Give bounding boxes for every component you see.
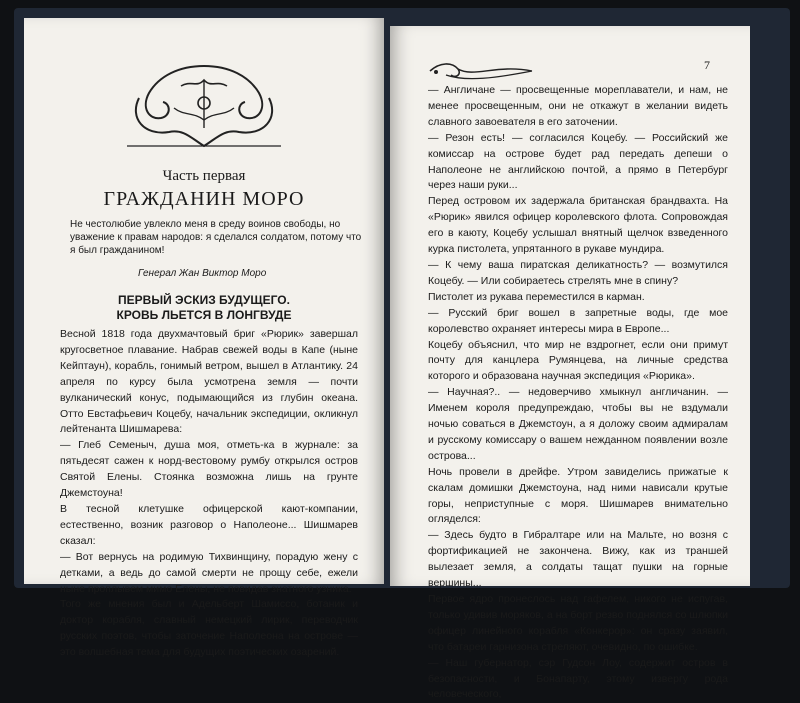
flourish-ornament-icon [119, 58, 289, 153]
paragraph: — Резон есть! — согласился Коцебу. — Российский же комиссар на острове будет рад передать депеши о Наполеоне не английскою почтой, а прямо в Петербург через наши руки... [428, 131, 728, 192]
header-ornament-icon [426, 60, 536, 82]
part-label: Часть первая [162, 168, 246, 184]
paragraph: — Англичане — просвещенные мореплаватели, и нам, не менее просвещенным, они не откажут в желании видеть славного завоевателя в его заточении. [428, 84, 728, 128]
paragraph: — Здесь будто в Гибралтаре или на Мальте, но возня с фортификацией не закончена. Вижу, как из траншей вылезает земля, а солдаты тащат пушки на горные вершины... [428, 529, 728, 590]
epigraph-text: Не честолюбие увлекло меня в среду воинов свободы, но уважение к правам народов: я сделался солдатом, потому что я был гражданином! [70, 219, 362, 256]
left-page [24, 18, 384, 659]
part-title: ГРАЖДАНИН МОРО [103, 188, 305, 210]
paragraph: Того же мнения был и Адельберт Шамиссо, ботаник и доктор корабля, славный немецкий лирик, переводчик русских поэтов, чтобы заточение Наполеона на острове — это волшебная тема для будущих поэтических озарений. [60, 598, 358, 659]
paragraph: — Вот вернусь на родимую Тихвинщину, порадую жену с детками, а ведь до самой смерти не прощу себе, ежели ныне проплывем мимо Елены, не повидав знатного узника. [60, 550, 358, 595]
chapter-title-line: ПЕРВЫЙ ЭСКИЗ БУДУЩЕГО. [118, 293, 290, 307]
paragraph: Перед островом их задержала британская брандвахта. На «Рюрик» явился офицер королевского флота. Сопровождая его в каюту, Коцебу услышал внятный щелчок взведенного курка пистолета, упрятанного в рукаве мундира. [428, 195, 728, 256]
right-page [390, 26, 750, 701]
paragraph: — Наш губернатор, сэр Гудсон Лоу, содержит остров в безопасности, и Бонапарту, этому извергу рода человеческого, [428, 656, 728, 701]
chapter-title-line: КРОВЬ ЛЬЕТСЯ В ЛОНГВУДЕ [116, 308, 292, 322]
paragraph: — Русский бриг вошел в запретные воды, где мое королевство охраняет интересы мира в Европе... [428, 306, 728, 335]
paragraph: Пистолет из рукава переместился в карман. [428, 290, 645, 303]
page-number: 7 [704, 58, 710, 72]
right-body-text [428, 83, 728, 703]
paragraph: — Глеб Семеныч, душа моя, отметь-ка в журнале: за пятьдесят сажен к норд-вестовому румбу открылся остров Святой Елены. Стоянка возможна лишь на грунте Джемстоуна! [60, 439, 358, 500]
chapter-title [24, 293, 384, 323]
paragraph: В тесной клетушке офицерской кают-компании, естественно, возник разговор о Наполеоне... Шишмарев сказал: [60, 502, 358, 547]
paragraph: — К чему ваша пиратская деликатность? — возмутился Коцебу. — Или собираетесь стрелять мне в спину? [428, 258, 728, 287]
paragraph: Весной 1818 года двухмачтовый бриг «Рюрик» завершал кругосветное плавание. Набрав свежей воды в Капе (ныне Кейптаун), корабль, гонимый ветром, вышел в Атлантику. 24 апреля по курсу была усмотрена земля — почти вулканический конус, подымающийся из глубин океана. Отто Евстафьевич Коцебу, начальник экспедиции, окликнул лейтенанта Шишмарева: [60, 328, 358, 436]
paragraph: Ночь провели в дрейфе. Утром завиделись прижатые к скалам домишки Джемстоуна, над ними нависали крутые горы, неприступные с моря. Шишмарев внимательно огляделся: [428, 465, 728, 526]
left-body-text [60, 327, 358, 661]
paragraph: — Научная?.. — недоверчиво хмыкнул англичанин. — Именем короля предупреждаю, чтобы вы не вздумали ночью соваться в Джемстоун, а я доложу своим адмиралам и русскому комиссару о вашем нежданном появлении возле острова... [428, 386, 728, 462]
paragraph: Коцебу объяснил, что мир не вздрогнет, если они примут почту для канцлера Румянцева, на личные средства которого и образована научная экспедиция «Рюрика». [428, 338, 728, 383]
epigraph-author: Генерал Жан Виктор Моро [138, 268, 267, 279]
paragraph: Первое ядро пронеслось над гафелем, никого не испугав, только удивив моряков, а на борт резво поднялся со шлюпки офицер линейного корабля «Конкерор»: он сразу заявил, что батареи гарнизона стреляют, очевидно, по ошибке. [428, 593, 728, 653]
